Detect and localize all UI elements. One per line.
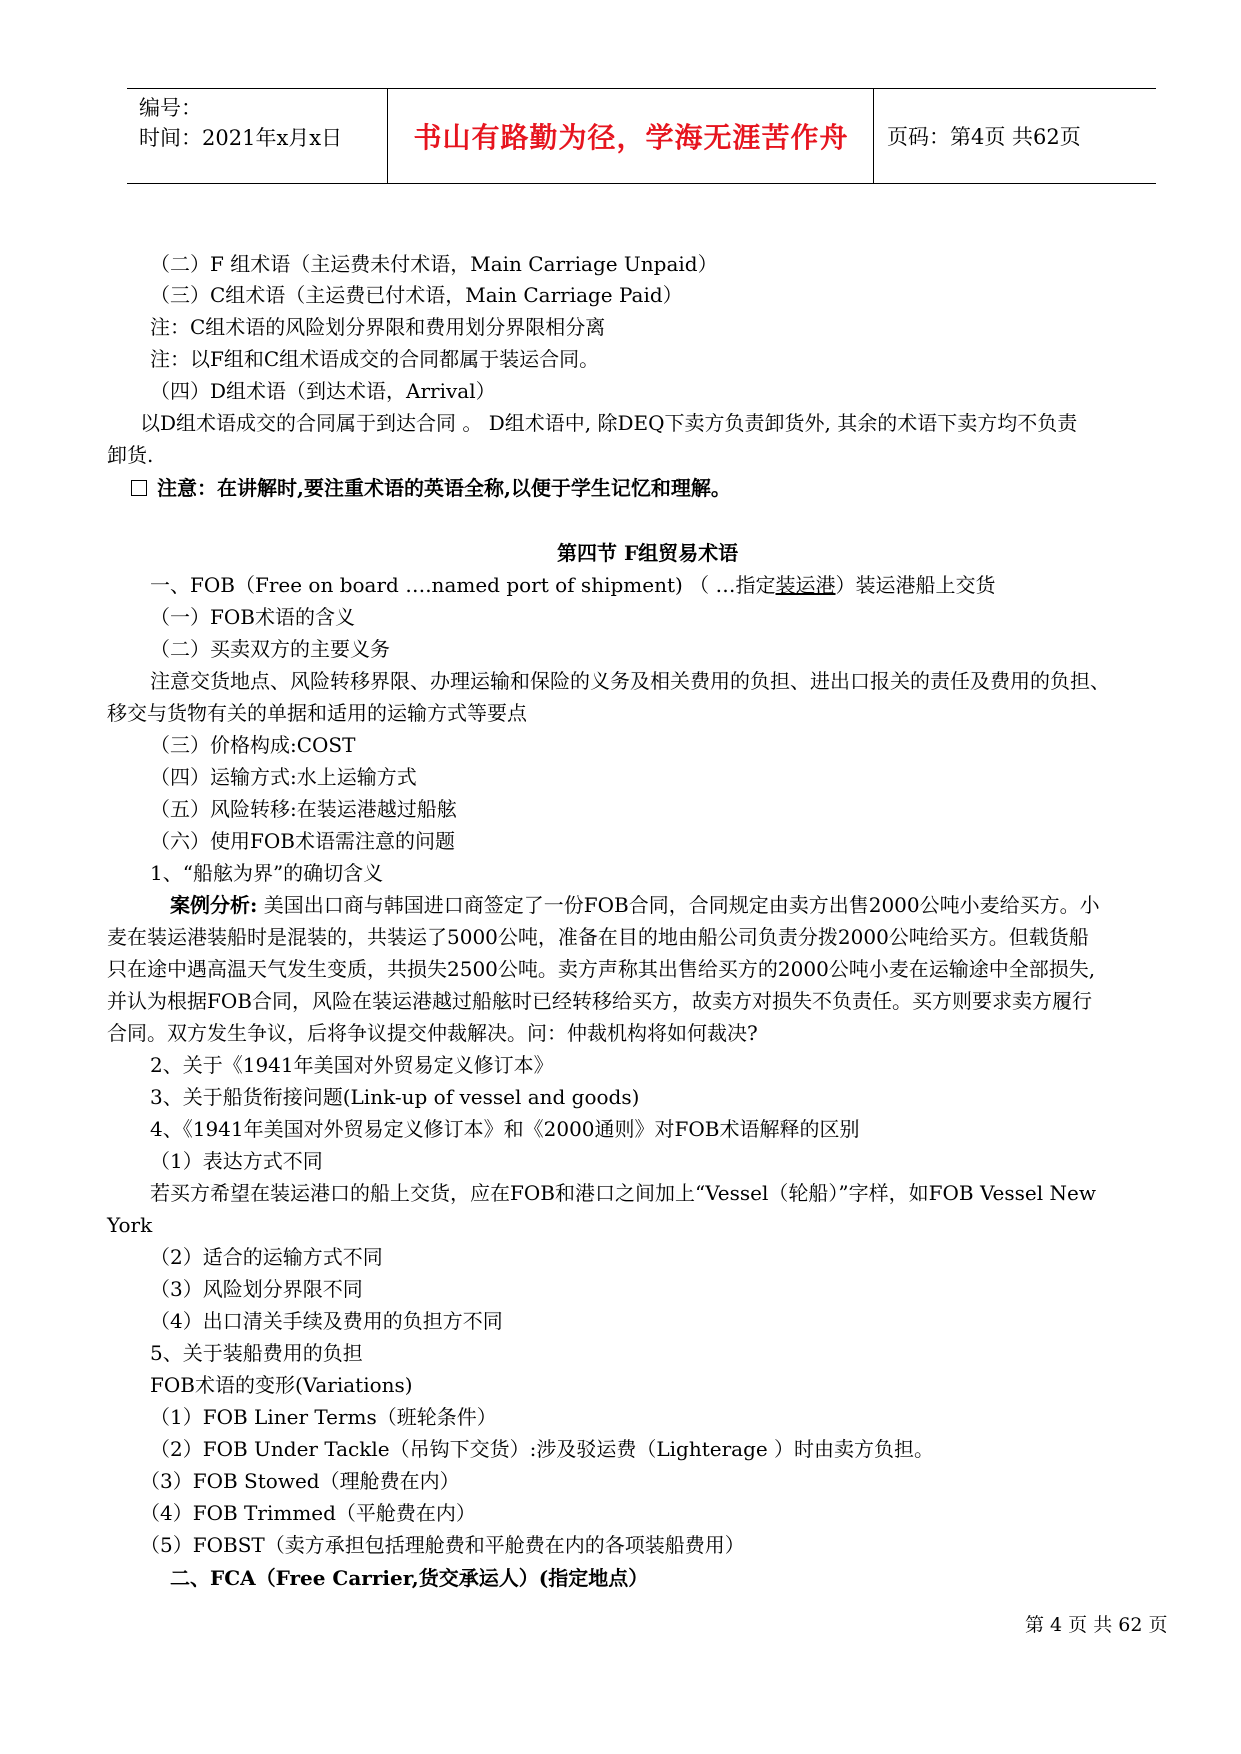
text-line: 4、《1941年美国对外贸易定义修订本》和《2000通则》对FOB术语解释的区别 (150, 1117, 860, 1141)
text-line: （4）FOB Trimmed（平舱费在内） (140, 1501, 476, 1525)
page-header (127, 88, 1156, 184)
text-line: 只在途中遇高温天气发生变质，共损失2500公吨。卖方声称其出售给买方的2000公吨小麦在运输途中全部损失, (107, 957, 1096, 981)
text-line: （三）价格构成:COST (150, 733, 356, 757)
text-line: 移交与货物有关的单据和适用的运输方式等要点 (107, 701, 527, 725)
text-line: 注：C组术语的风险划分界限和费用划分界限相分离 (150, 315, 606, 339)
text-line: （3）风险划分界限不同 (150, 1277, 363, 1301)
text-line: （六）使用FOB术语需注意的问题 (150, 829, 455, 853)
header-divider (873, 89, 874, 183)
text-line: 1、“船舷为界”的确切含义 (150, 861, 384, 885)
text-line: （1）FOB Liner Terms（班轮条件） (150, 1405, 497, 1429)
text-line (170, 891, 1100, 919)
text-span: ）装运港船上交货 (835, 573, 996, 597)
underlined-span: 装运港 (775, 573, 836, 597)
subsection-title: 二、FCA（Free Carrier,货交承运人）(指定地点） (170, 1566, 649, 1590)
text-span: 一、FOB（Free on board ….named port of shipment) （ …指定 (150, 573, 776, 597)
code-label: 编号： (139, 96, 202, 120)
text-span: 美国出口商与韩国进口商签定了一份FOB合同，合同规定由卖方出售2000公吨小麦给买方。小 (257, 893, 1100, 917)
text-line: （3）FOB Stowed（理舱费在内） (140, 1469, 460, 1493)
text-line: FOB术语的变形(Variations) (150, 1373, 413, 1397)
text-line: （四）D组术语（到达术语，Arrival） (150, 379, 496, 403)
note-text: 注意：在讲解时,要注重术语的英语全称,以便于学生记忆和理解。 (157, 476, 731, 500)
text-line: 合同。双方发生争议，后将争议提交仲裁解决。问：仲裁机构将如何裁决? (107, 1021, 758, 1045)
text-line: （四）运输方式:水上运输方式 (150, 765, 417, 789)
header-motto: 书山有路勤为径，学海无涯苦作舟 (413, 121, 849, 154)
text-line: 3、关于船货衔接问题(Link-up of vessel and goods) (150, 1085, 640, 1109)
text-line: 5、关于装船费用的负担 (150, 1341, 363, 1365)
checkbox-icon (131, 480, 147, 496)
text-line: （4）出口清关手续及费用的负担方不同 (150, 1309, 503, 1333)
text-line: 2、关于《1941年美国对外贸易定义修订本》 (150, 1053, 554, 1077)
section-title: 第四节 F组贸易术语 (557, 541, 739, 565)
text-line (150, 571, 996, 599)
text-line: 并认为根据FOB合同，风险在装运港越过船舷时已经转移给买方，故卖方对损失不负责任。买方则要求卖方履行 (107, 989, 1092, 1013)
text-line: 注：以F组和C组术语成交的合同都属于装运合同。 (150, 347, 600, 371)
header-meta (139, 93, 342, 153)
time-label: 时间：2021年x月x日 (139, 126, 343, 150)
text-line: （五）风险转移:在装运港越过船舷 (150, 797, 457, 821)
text-line: 若买方希望在装运港口的船上交货，应在FOB和港口之间加上“Vessel（轮船）”字样，如FOB Vessel New (150, 1181, 1096, 1205)
text-line: （2）适合的运输方式不同 (150, 1245, 383, 1269)
text-line: （5）FOBST（卖方承担包括理舱费和平舱费在内的各项装船费用） (140, 1533, 745, 1557)
text-line: （一）FOB术语的含义 (150, 605, 355, 629)
text-line: 卸货. (107, 443, 154, 467)
text-line: （二）F 组术语（主运费未付术语，Main Carriage Unpaid） (150, 252, 718, 276)
text-line: 以D组术语成交的合同属于到达合同 。 D组术语中, 除DEQ下卖方负责卸货外, 其余的术语下卖方均不负责 (140, 411, 1078, 435)
header-divider (387, 89, 388, 183)
text-line: York (107, 1213, 153, 1237)
text-line: （2）FOB Under Tackle（吊钩下交货）:涉及驳运费（Lighterage ）时由卖方负担。 (150, 1437, 935, 1461)
page-footer: 第 4 页 共 62 页 (1025, 1614, 1168, 1636)
text-line: （三）C组术语（主运费已付术语，Main Carriage Paid） (150, 283, 683, 307)
text-line: （二）买卖双方的主要义务 (150, 637, 390, 661)
text-line: 注意交货地点、风险转移界限、办理运输和保险的义务及相关费用的负担、进出口报关的责任及费用的负担、 (150, 669, 1110, 693)
text-line: 麦在装运港装船时是混装的，共装运了5000公吨，准备在目的地由船公司负责分拨2000公吨给买方。但载货船 (107, 925, 1089, 949)
note-line (131, 474, 731, 502)
header-page-info: 页码：第4页 共62页 (887, 125, 1081, 149)
bold-span: 案例分析: (170, 893, 258, 917)
text-line: （1）表达方式不同 (150, 1149, 323, 1173)
